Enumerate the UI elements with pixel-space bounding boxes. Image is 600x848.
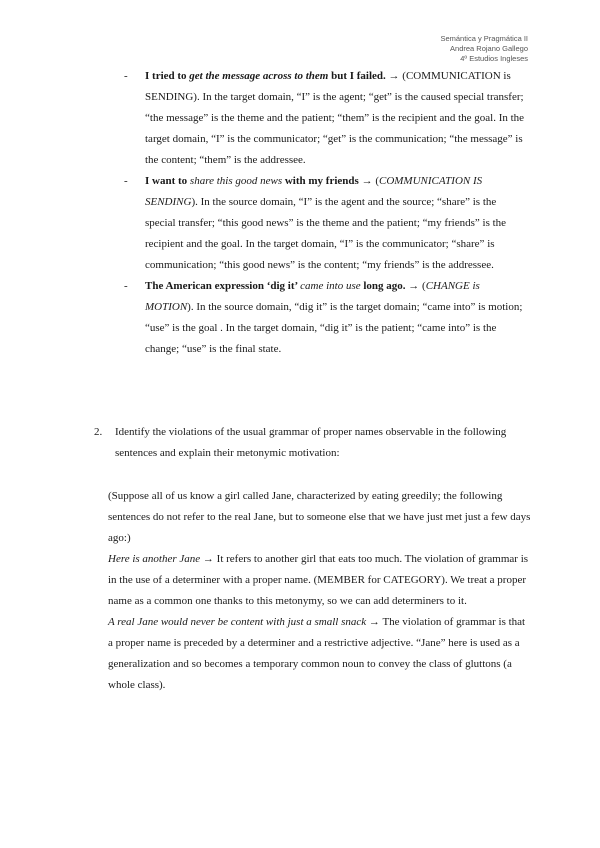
bullet-item	[124, 171, 528, 276]
arrow-text: → (	[405, 280, 426, 292]
example-paragraph	[108, 549, 532, 612]
example-explanation: → The violation of grammar is that a proper name is preceded by a determiner and a restrictive adjective. “Jane” here is used as a generalization and so becomes a temporary common noun to convey the class of gluttons (a whole class).	[108, 616, 526, 691]
sentence-bold: but I failed.	[328, 70, 386, 82]
header-author: Andrea Rojano Gallego	[450, 44, 528, 53]
sentence-italic: share this good news	[189, 175, 283, 187]
metaphor-label: COMMUNICATION IS SENDING	[145, 175, 483, 208]
sentence-bold: long ago.	[360, 280, 406, 292]
bullet-dash: -	[124, 280, 128, 292]
bullet-item	[124, 276, 528, 360]
header-degree: 4º Estudios Ingleses	[460, 54, 528, 63]
analysis-text: ). In the source domain, “dig it” is the target domain; “came into” is motion; “use” is the goal . In the target domain, “dig it” is the patient; “came into” is the change; “use” is the final state.	[145, 301, 523, 355]
sentence-italic: get the message across to them	[189, 70, 329, 82]
question-number: 2.	[94, 426, 103, 438]
intro-paragraph: (Suppose all of us know a girl called Jane, characterized by eating greedily; the following sentences do not refer to the real Jane, but to someone else that we have just met just a few days ago:)	[108, 490, 531, 544]
example-explanation: → It refers to another girl that eats too much. The violation of grammar is in the use of a determiner with a proper name. (MEMBER for CATEGORY). We treat a proper name as a common one thanks to this metonymy, so we can add determiners to it.	[108, 553, 529, 607]
bullet-dash: -	[124, 70, 128, 82]
example-sentence: A real Jane would never be content with just a small snack	[108, 616, 367, 628]
metaphor-label: CHANGE is MOTION	[145, 280, 480, 313]
question-2	[94, 422, 530, 464]
header-course: Semántica y Pragmática II	[440, 34, 528, 43]
sentence-bold: The American expression ‘dig it’	[145, 280, 301, 292]
analysis-text: → (COMMUNICATION is SENDING). In the target domain, “I” is the agent; “get” is the caused special transfer; “the message” is the theme and the patient; “them” is the recipient and the goal. In the target domain, “I” is the communicator; “get” is the communication; “the message” is the content; “them” is the addressee.	[145, 70, 525, 166]
arrow-text: → (	[358, 175, 379, 187]
bullet-item	[124, 66, 528, 171]
sentence-italic: came into use	[300, 280, 361, 292]
sentence-bold: I tried to	[145, 70, 190, 82]
sentence-bold: I want to	[145, 175, 190, 187]
answer-body	[108, 486, 532, 696]
question-text: Identify the violations of the usual grammar of proper names observable in the following sentences and explain their metonymic motivation:	[115, 426, 507, 459]
example-sentence: Here is another Jane	[108, 553, 201, 565]
sentence-bold: with my friends	[282, 175, 359, 187]
page-header	[440, 34, 528, 64]
analysis-text: ). In the source domain, “I” is the agent and the source; “share” is the special transfer; “this good news” is the theme and the patient; “my friends” is the recipient and the goal. In the target domain, “I” is the communicator; “share” is communication; “this good news” is the content; “my friends” is the addressee.	[145, 196, 507, 271]
example-paragraph	[108, 612, 532, 696]
bullet-list	[124, 66, 528, 360]
bullet-dash: -	[124, 175, 128, 187]
